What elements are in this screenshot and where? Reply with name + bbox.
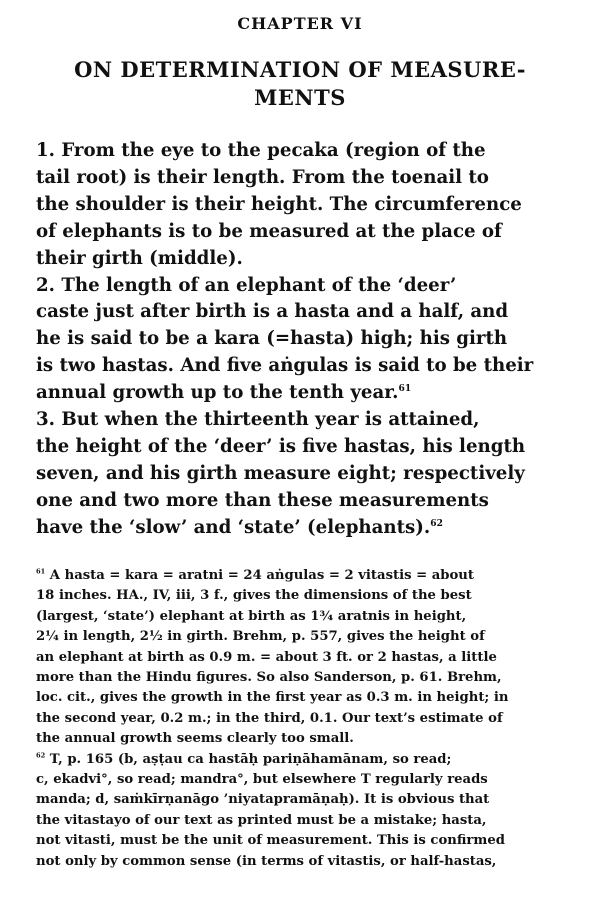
text-line: their girth (middle). (36, 247, 243, 269)
footnote-ref: 61 (398, 383, 412, 395)
text-line-content: have the ‘slow’ and ‘state’ (elephants). (36, 516, 431, 538)
footnote-line: not only by common sense (in terms of vitastis, or half-hastas, (36, 853, 497, 869)
footnote-line: 18 inches. HA., IV, iii, 3 f., gives the dimensions of the best (36, 588, 472, 604)
text-line-content: annual growth up to the tenth year. (36, 382, 399, 404)
footnote-line-content: A hasta = kara = aratni = 24 aṅgulas = 2 vitastis = about (49, 568, 474, 583)
text-line: of elephants is to be measured at the place of (36, 220, 502, 242)
footnote-line: the annual growth seems clearly too small. (36, 731, 354, 747)
chapter-title (40, 56, 560, 112)
text-line: caste just after birth is a hasta and a half, and (36, 301, 509, 323)
text-line: tail root) is their length. From the toenail to (36, 166, 489, 188)
footnote-line: the vitastayo of our text as printed must be a mistake; hasta, (36, 812, 487, 828)
text-line: 3. But when the thirteenth year is attained, (36, 409, 480, 431)
paragraph-2 (36, 273, 566, 408)
footnote-line: 2¼ in length, 2½ in girth. Brehm, p. 557, gives the height of (36, 629, 485, 645)
footnote-line (36, 750, 566, 770)
footnote-line: the second year, 0.2 m.; in the third, 0.1. Our text’s estimate of (36, 710, 503, 726)
text-line: the height of the ‘deer’ is five hastas, his length (36, 435, 526, 457)
footnote-line: not vitasti, must be the unit of measurement. This is confirmed (36, 833, 505, 849)
text-line: one and two more than these measurements (36, 489, 489, 511)
text-line: 2. The length of an elephant of the ‘deer’ (36, 274, 457, 296)
footnote-61 (36, 566, 566, 750)
footnote-line: more than the Hindu figures. So also Sanderson, p. 61. Brehm, (36, 670, 502, 686)
footnote-line (36, 566, 566, 586)
footnote-mark: 61 (36, 567, 46, 576)
footnote-line: loc. cit., gives the growth in the first year as 0.3 m. in height; in (36, 690, 509, 706)
footnote-line: manda; d, saṁkīrṇanāgo ’niyatapramāṇaḥ). It is obvious that (36, 792, 490, 808)
text-line: is two hastas. And five aṅgulas is said to be their (36, 355, 534, 377)
footnote-62 (36, 750, 566, 872)
text-line: seven, and his girth measure eight; respectively (36, 462, 525, 484)
footnote-line: (largest, ‘state’) elephant at birth as 1¾ aratnis in height, (36, 608, 467, 624)
footnotes (36, 566, 566, 872)
paragraph-3 (36, 407, 566, 542)
chapter-title-line: MENTS (254, 85, 346, 110)
footnote-mark: 62 (36, 751, 46, 760)
footnote-ref: 62 (430, 517, 443, 529)
footnote-line-content: T, p. 165 (b, aṣṭau ca hastāḥ pariṇāhamānam, so read; (49, 751, 452, 767)
text-line: he is said to be a kara (=hasta) high; his girth (36, 328, 508, 350)
text-line: 1. From the eye to the pecaka (region of the (36, 140, 486, 161)
main-text (36, 138, 566, 542)
footnote-line: c, ekadvi°, so read; mandra°, but elsewhere T regularly reads (36, 772, 488, 788)
paragraph-1 (36, 138, 566, 273)
footnote-line: an elephant at birth as 0.9 m. = about 3 ft. or 2 hastas, a little (36, 649, 497, 665)
chapter-heading: CHAPTER VI (237, 14, 363, 33)
chapter-title-line: ON DETERMINATION OF MEASURE- (74, 57, 526, 82)
text-line (36, 380, 566, 407)
text-line (36, 515, 566, 542)
text-line: the shoulder is their height. The circumference (36, 193, 522, 215)
